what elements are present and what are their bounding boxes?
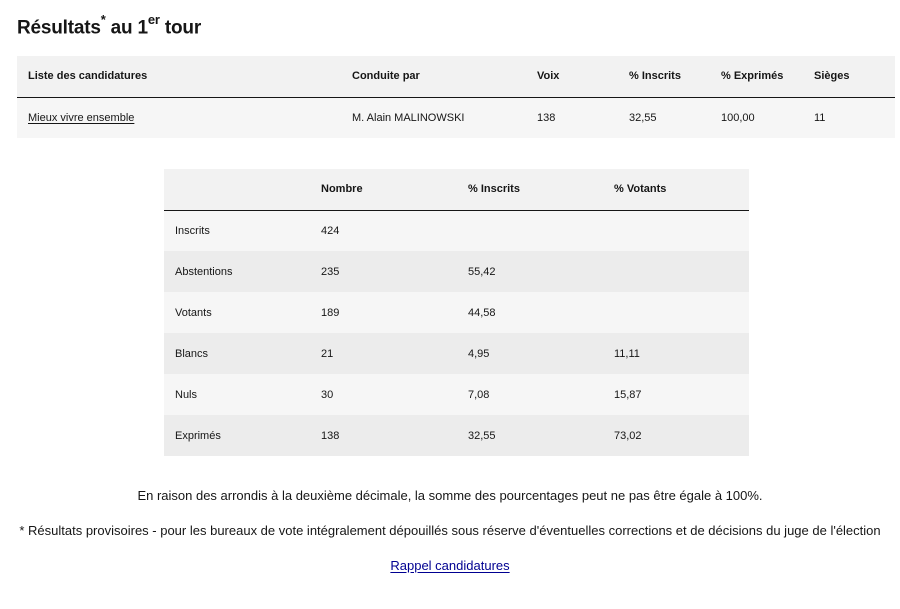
count-cell: 235	[321, 265, 340, 278]
participation-table	[164, 169, 749, 456]
col-header-leader: Conduite par	[352, 70, 420, 83]
table-row	[164, 292, 749, 333]
col-header-pct-registered: % Inscrits	[468, 183, 520, 196]
pct-voters-cell: 15,87	[614, 388, 642, 401]
pct-registered-cell: 32,55	[629, 111, 657, 124]
col-header-pct-voters: % Votants	[614, 183, 667, 196]
col-header-seats: Sièges	[814, 70, 850, 83]
col-header-label	[164, 169, 310, 210]
pct-registered-cell: 32,55	[468, 429, 496, 442]
row-label: Exprimés	[175, 429, 221, 442]
pct-voters-cell	[603, 292, 749, 333]
table-row	[17, 97, 895, 138]
title-end: tour	[159, 17, 202, 39]
table-row	[164, 333, 749, 374]
pct-expressed-cell: 100,00	[721, 111, 755, 124]
seats-cell: 11	[814, 111, 826, 124]
col-header-count: Nombre	[321, 183, 363, 196]
list-name-link[interactable]: Mieux vivre ensemble	[28, 111, 135, 124]
col-header-pct-registered: % Inscrits	[629, 70, 681, 83]
pct-voters-cell: 73,02	[614, 429, 642, 442]
recall-candidatures-link[interactable]: Rappel candidatures	[390, 558, 510, 573]
count-cell: 138	[321, 429, 340, 442]
row-label: Abstentions	[175, 265, 233, 278]
provisional-note: * Résultats provisoires - pour les bureaux de vote intégralement dépouillés sous réserve d'éventuelles corrections et de décisions du juge de l'élection	[19, 523, 881, 538]
count-cell: 30	[321, 388, 334, 401]
row-label: Nuls	[175, 388, 198, 401]
leader-cell: M. Alain MALINOWSKI	[352, 111, 465, 124]
title-middle: au 1	[105, 17, 148, 39]
pct-registered-cell: 55,42	[468, 265, 496, 278]
pct-registered-cell: 4,95	[468, 347, 490, 360]
recall-container	[0, 558, 900, 573]
pct-voters-cell	[603, 251, 749, 292]
rounding-note: En raison des arrondis à la deuxième décimale, la somme des pourcentages peut ne pas être égale à 100%.	[137, 488, 763, 503]
count-cell: 21	[321, 347, 334, 360]
votes-cell: 138	[537, 111, 556, 124]
pct-voters-cell: 11,11	[614, 347, 640, 360]
pct-registered-cell: 7,08	[468, 388, 490, 401]
title-asterisk: *	[100, 12, 106, 27]
table-row	[164, 374, 749, 415]
col-header-list: Liste des candidatures	[28, 70, 148, 83]
pct-registered-cell: 44,58	[468, 306, 496, 319]
results-table	[17, 56, 895, 138]
col-header-pct-expressed: % Exprimés	[721, 70, 784, 83]
row-label: Inscrits	[175, 224, 210, 237]
table-row	[164, 210, 749, 251]
count-cell: 424	[321, 224, 340, 237]
pct-voters-cell	[603, 210, 749, 251]
participation-header-row	[164, 169, 749, 210]
table-row	[164, 415, 749, 456]
row-label: Blancs	[175, 347, 209, 360]
results-header-row	[17, 56, 895, 97]
count-cell: 189	[321, 306, 340, 319]
pct-registered-cell	[457, 210, 603, 251]
col-header-votes: Voix	[537, 70, 560, 83]
title-main: Résultats	[17, 17, 101, 39]
list-name-cell	[17, 97, 341, 138]
table-row	[164, 251, 749, 292]
row-label: Votants	[175, 306, 212, 319]
page-title	[17, 14, 201, 39]
title-sup: er	[147, 12, 160, 27]
